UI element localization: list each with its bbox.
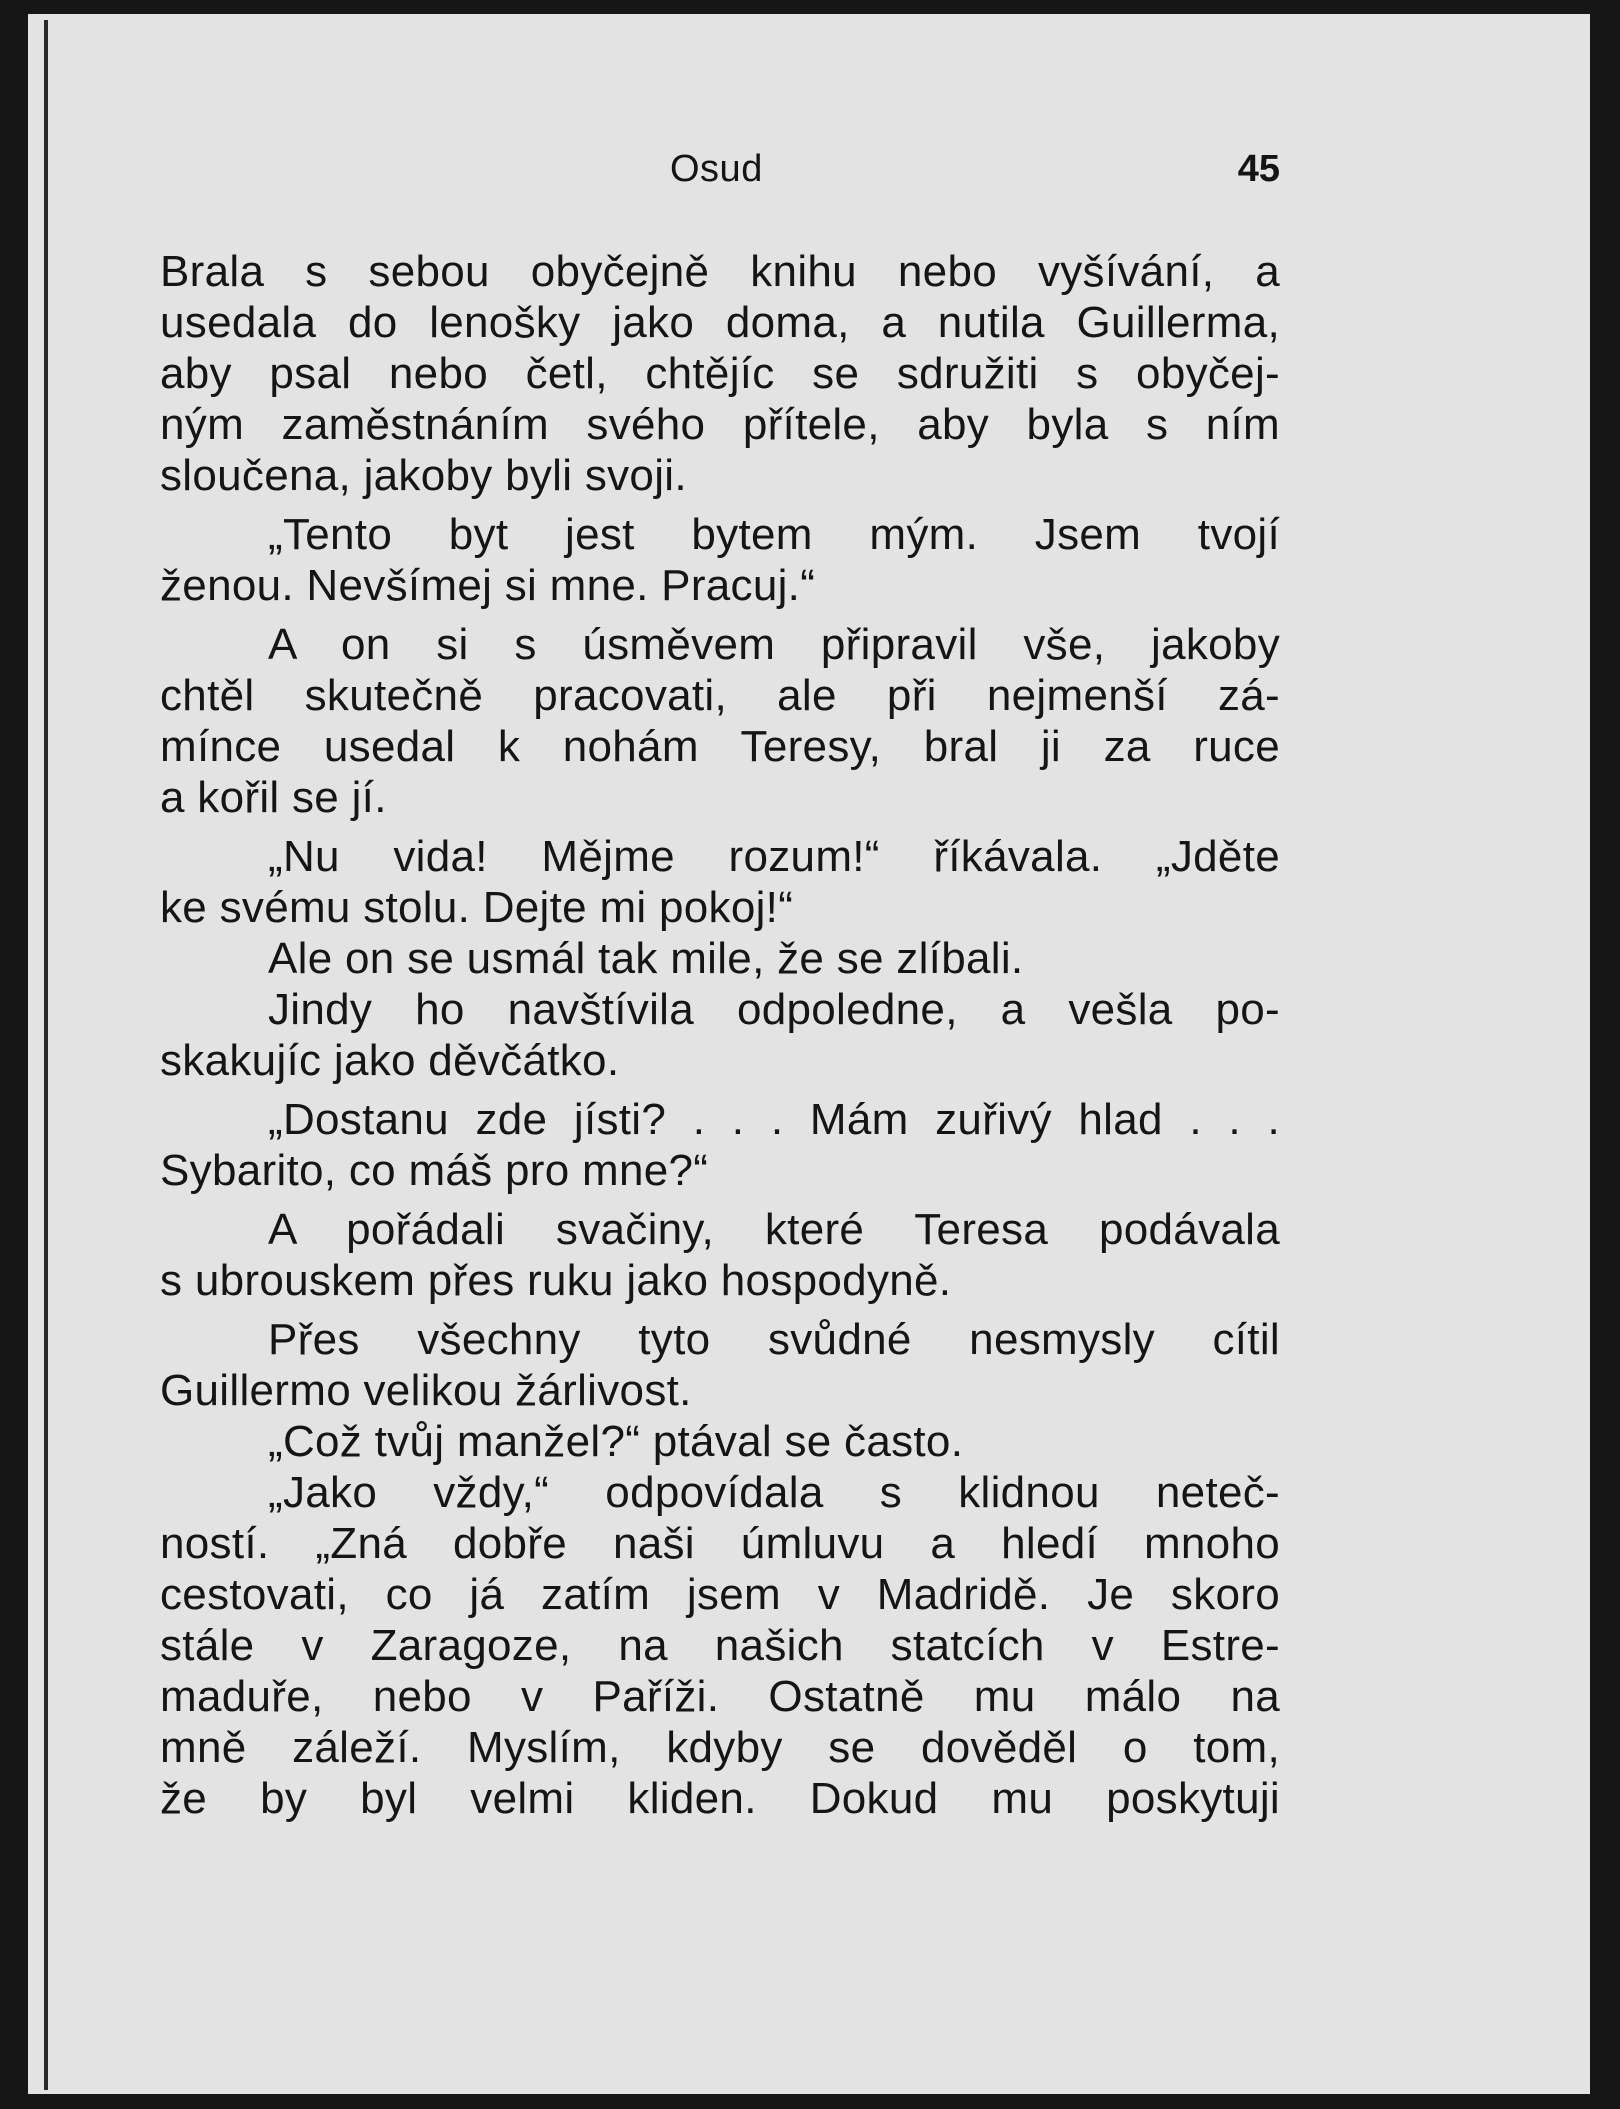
text-line: Jindy ho navštívila odpoledne, a vešla po- — [268, 985, 1280, 1034]
text-line: mínce usedal k nohám Teresy, bral ji za ruce — [160, 722, 1280, 771]
text-line: A on si s úsměvem připravil vše, jakoby — [268, 620, 1280, 669]
text-line: maduře, nebo v Paříži. Ostatně mu málo na — [160, 1672, 1280, 1721]
text-line: „Jako vždy,“ odpovídala s klidnou neteč- — [268, 1468, 1280, 1517]
text-line: aby psal nebo četl, chtějíc se sdružiti s obyčej- — [160, 349, 1280, 398]
page-header — [160, 148, 1280, 198]
text-line: „Dostanu zde jísti? . . . Mám zuřivý hlad . . . — [268, 1095, 1280, 1144]
binding-edge — [44, 20, 48, 2090]
text-line: a kořil se jí. — [160, 773, 387, 822]
text-line: že by byl velmi kliden. Dokud mu poskytuji — [160, 1774, 1280, 1823]
text-line: „Nu vida! Mějme rozum!“ říkávala. „Jděte — [268, 832, 1280, 881]
text-line: ností. „Zná dobře naši úmluvu a hledí mnoho — [160, 1519, 1280, 1568]
text-line: „Tento byt jest bytem mým. Jsem tvojí — [268, 510, 1280, 559]
text-line: stále v Zaragoze, na našich statcích v Estre- — [160, 1621, 1280, 1670]
text-line: „Což tvůj manžel?“ ptával se často. — [268, 1417, 964, 1466]
text-line: A pořádali svačiny, které Teresa podávala — [268, 1205, 1280, 1254]
body-text — [160, 246, 1280, 1824]
text-line: s ubrouskem přes ruku jako hospodyně. — [160, 1256, 952, 1305]
text-line: sloučena, jakoby byli svoji. — [160, 451, 687, 500]
text-line: usedala do lenošky jako doma, a nutila Guillerma, — [160, 298, 1280, 347]
text-line: Guillermo velikou žárlivost. — [160, 1366, 692, 1415]
text-line: Brala s sebou obyčejně knihu nebo vyšívání, a — [160, 247, 1280, 296]
page-number: 45 — [1237, 148, 1280, 190]
text-line: ke svému stolu. Dejte mi pokoj!“ — [160, 883, 794, 932]
text-line: mně záleží. Myslím, kdyby se dověděl o tom, — [160, 1723, 1280, 1772]
text-line: ženou. Nevšímej si mne. Pracuj.“ — [160, 561, 816, 610]
text-line: chtěl skutečně pracovati, ale při nejmenší zá- — [160, 671, 1280, 720]
text-line: skakujíc jako děvčátko. — [160, 1036, 620, 1085]
text-line: Přes všechny tyto svůdné nesmysly cítil — [268, 1315, 1280, 1364]
running-title: Osud — [670, 148, 763, 190]
text-line: Sybarito, co máš pro mne?“ — [160, 1146, 709, 1195]
text-line: cestovati, co já zatím jsem v Madridě. Je skoro — [160, 1570, 1280, 1619]
text-line: ným zaměstnáním svého přítele, aby byla s ním — [160, 400, 1280, 449]
text-line: Ale on se usmál tak mile, že se zlíbali. — [268, 934, 1024, 983]
